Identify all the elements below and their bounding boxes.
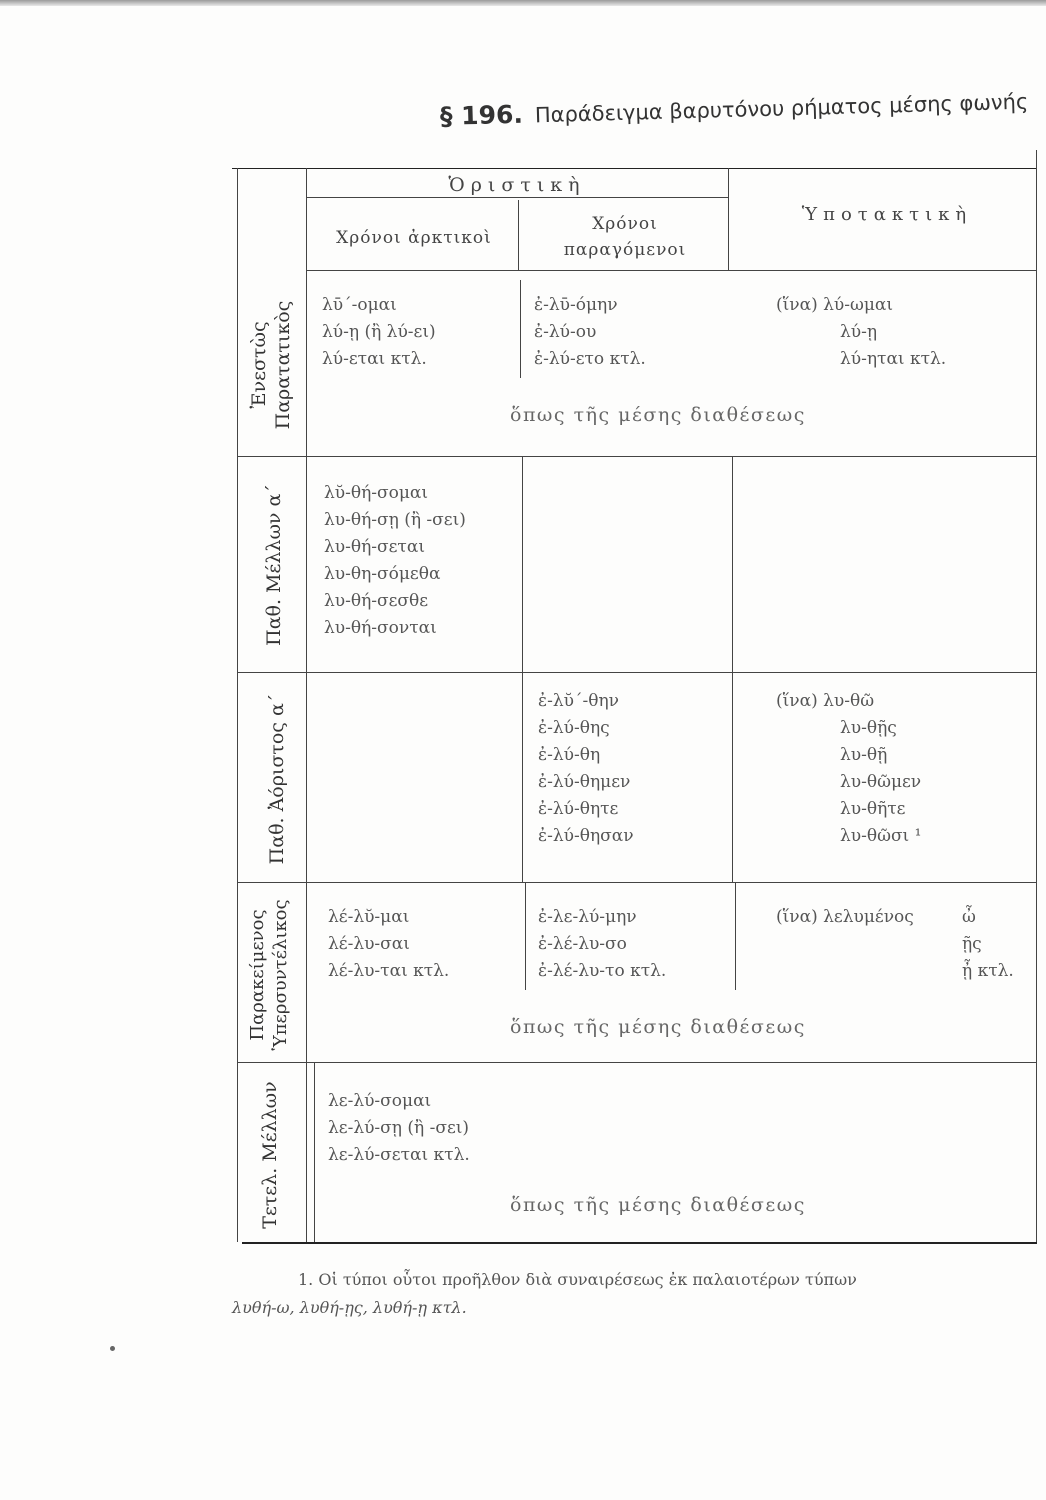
row5-note: ὅπως τῆς μέσης διαθέσεως (510, 1194, 806, 1216)
section-number: § 196. (439, 99, 524, 131)
form: (ἵνα) λυ-θῶ (776, 691, 875, 711)
row4-subjunctive-prefix: (ἵνα) λελυμένος (776, 907, 914, 927)
form: λῡ΄-ομαι (322, 295, 397, 315)
row4-col-divider-a (525, 882, 526, 990)
row3-col-divider-a (522, 672, 523, 882)
row4-label (246, 870, 300, 1080)
form: λυ-θῶμεν (840, 772, 922, 792)
row1-secondary-forms (534, 292, 646, 373)
header-bottom-line (306, 270, 1036, 271)
row4-primary-forms (328, 904, 449, 985)
form: ἐ-λύ-θη (538, 745, 601, 765)
form: λύ-ηται κτλ. (840, 349, 947, 369)
row-separator-1 (237, 456, 1037, 457)
page-edge (0, 0, 1046, 6)
form: λε-λύ-σομαι (328, 1091, 432, 1111)
form: λε-λύ-σῃ (ἢ -σει) (328, 1118, 470, 1138)
form: λέ-λῠ-μαι (328, 907, 410, 927)
form: ἐ-λε-λύ-μην (538, 907, 637, 927)
footnote-text: 1. Οἱ τύποι οὗτοι προῆλθον διὰ συναιρέσεως ἐκ παλαιοτέρων τύπων (298, 1270, 857, 1289)
row1-label-present: Ἐνεστὼς (248, 321, 270, 409)
form: (ἵνα) λύ-ωμαι (776, 295, 894, 315)
form: λυ-θή-σεται (324, 537, 425, 557)
form: ἐ-λῠ΄-θην (538, 691, 619, 711)
row4-label-pluperfect: Ὑπερσυντέλικος (270, 899, 291, 1051)
form: λυ-θῆτε (840, 799, 906, 819)
form: ῇς (962, 934, 982, 954)
row3-col-divider-b (732, 672, 733, 882)
row5-primary-forms (328, 1088, 470, 1169)
form: ᾖ κτλ. (962, 961, 1014, 981)
header-subdivider (306, 197, 728, 198)
row5-label-divider (314, 1062, 315, 1242)
row4-subjunctive-forms (962, 904, 1014, 985)
row1-label (247, 270, 307, 460)
row-separator-4 (237, 1062, 1037, 1063)
form: λῠ-θή-σομαι (324, 483, 429, 503)
header-secondary-tenses-1: Χρόνοι (592, 214, 658, 234)
row2-label: Παθ. Μέλλων α΄ (263, 484, 285, 646)
form: ἐ-λύ-ετο κτλ. (534, 349, 646, 369)
section-heading (440, 85, 1041, 131)
row2-col-divider-a (522, 456, 523, 672)
form: λύ-εται κτλ. (322, 349, 427, 369)
section-title: Παράδειγμα βαρυτόνου ρήματος μέσης φωνής (534, 89, 1029, 128)
form: ἐ-λύ-θημεν (538, 772, 631, 792)
row-separator-2 (237, 672, 1037, 673)
row2-primary-forms (324, 480, 466, 642)
form: λυ-θῇς (840, 718, 897, 738)
form: λύ-ῃ (840, 322, 878, 342)
form: ἐ-λέ-λυ-σο (538, 934, 627, 954)
row1-primary-forms (322, 292, 436, 373)
form: λυ-θῇ (840, 745, 888, 765)
row1-subjunctive-forms (776, 292, 1026, 373)
conjugation-table (232, 140, 1037, 1240)
header-mid-divider (518, 200, 519, 270)
table-left-border (237, 168, 238, 1242)
row4-secondary-forms (538, 904, 666, 985)
page-speck (110, 1346, 115, 1351)
table-right-border (1036, 150, 1037, 1242)
footnote (232, 1266, 1042, 1322)
footnote-forms: λυθή-ω, λυθή-ῃς, λυθή-ῃ κτλ. (232, 1298, 467, 1317)
form: λε-λύ-σεται κτλ. (328, 1145, 470, 1165)
row4-label-perfect: Παρακείμενος (247, 909, 268, 1041)
row2-col-divider-b (732, 456, 733, 672)
form: λύ-ῃ (ἢ λύ-ει) (322, 322, 436, 342)
table-top-border (232, 168, 1037, 169)
form: ἐ-λύ-θης (538, 718, 610, 738)
form: ἐ-λύ-θητε (538, 799, 619, 819)
row1-label-imperfect: Παρατατικὸς (272, 300, 294, 430)
row1-note: ὅπως τῆς μέσης διαθέσεως (510, 404, 806, 426)
row3-secondary-forms (538, 688, 634, 850)
header-subjunctive: Ὑποτακτικὴ (801, 204, 973, 225)
row1-col-divider (520, 280, 521, 378)
row-separator-3 (237, 882, 1037, 883)
form: λέ-λυ-ται κτλ. (328, 961, 450, 981)
row3-subjunctive-forms (776, 688, 1026, 850)
header-indicative: Ὁριστικὴ (448, 174, 586, 196)
form: λυ-θή-σονται (324, 618, 437, 638)
form: ἐ-λῡ-όμην (534, 295, 618, 315)
header-primary-tenses: Χρόνοι ἀρκτικοὶ (336, 228, 492, 248)
form: λυ-θη-σόμεθα (324, 564, 441, 584)
form: λυ-θή-σῃ (ἢ -σει) (324, 510, 466, 530)
header-right-divider (728, 168, 729, 270)
row4-note: ὅπως τῆς μέσης διαθέσεως (510, 1016, 806, 1038)
row4-col-divider-b (735, 882, 736, 990)
table-bottom-border (242, 1242, 1037, 1244)
form: ἐ-λύ-ου (534, 322, 597, 342)
form: ἐ-λέ-λυ-το κτλ. (538, 961, 667, 981)
row3-label: Παθ. Ἀόριστος α΄ (266, 693, 288, 865)
header-secondary-tenses-2: παραγόμενοι (563, 240, 687, 260)
row5-label: Τετελ. Μέλλων (259, 1081, 281, 1229)
form: λυ-θή-σεσθε (324, 591, 429, 611)
form: λυ-θῶσι ¹ (840, 826, 922, 846)
form: ἐ-λύ-θησαν (538, 826, 634, 846)
form: ὦ (962, 907, 976, 927)
form: λέ-λυ-σαι (328, 934, 410, 954)
